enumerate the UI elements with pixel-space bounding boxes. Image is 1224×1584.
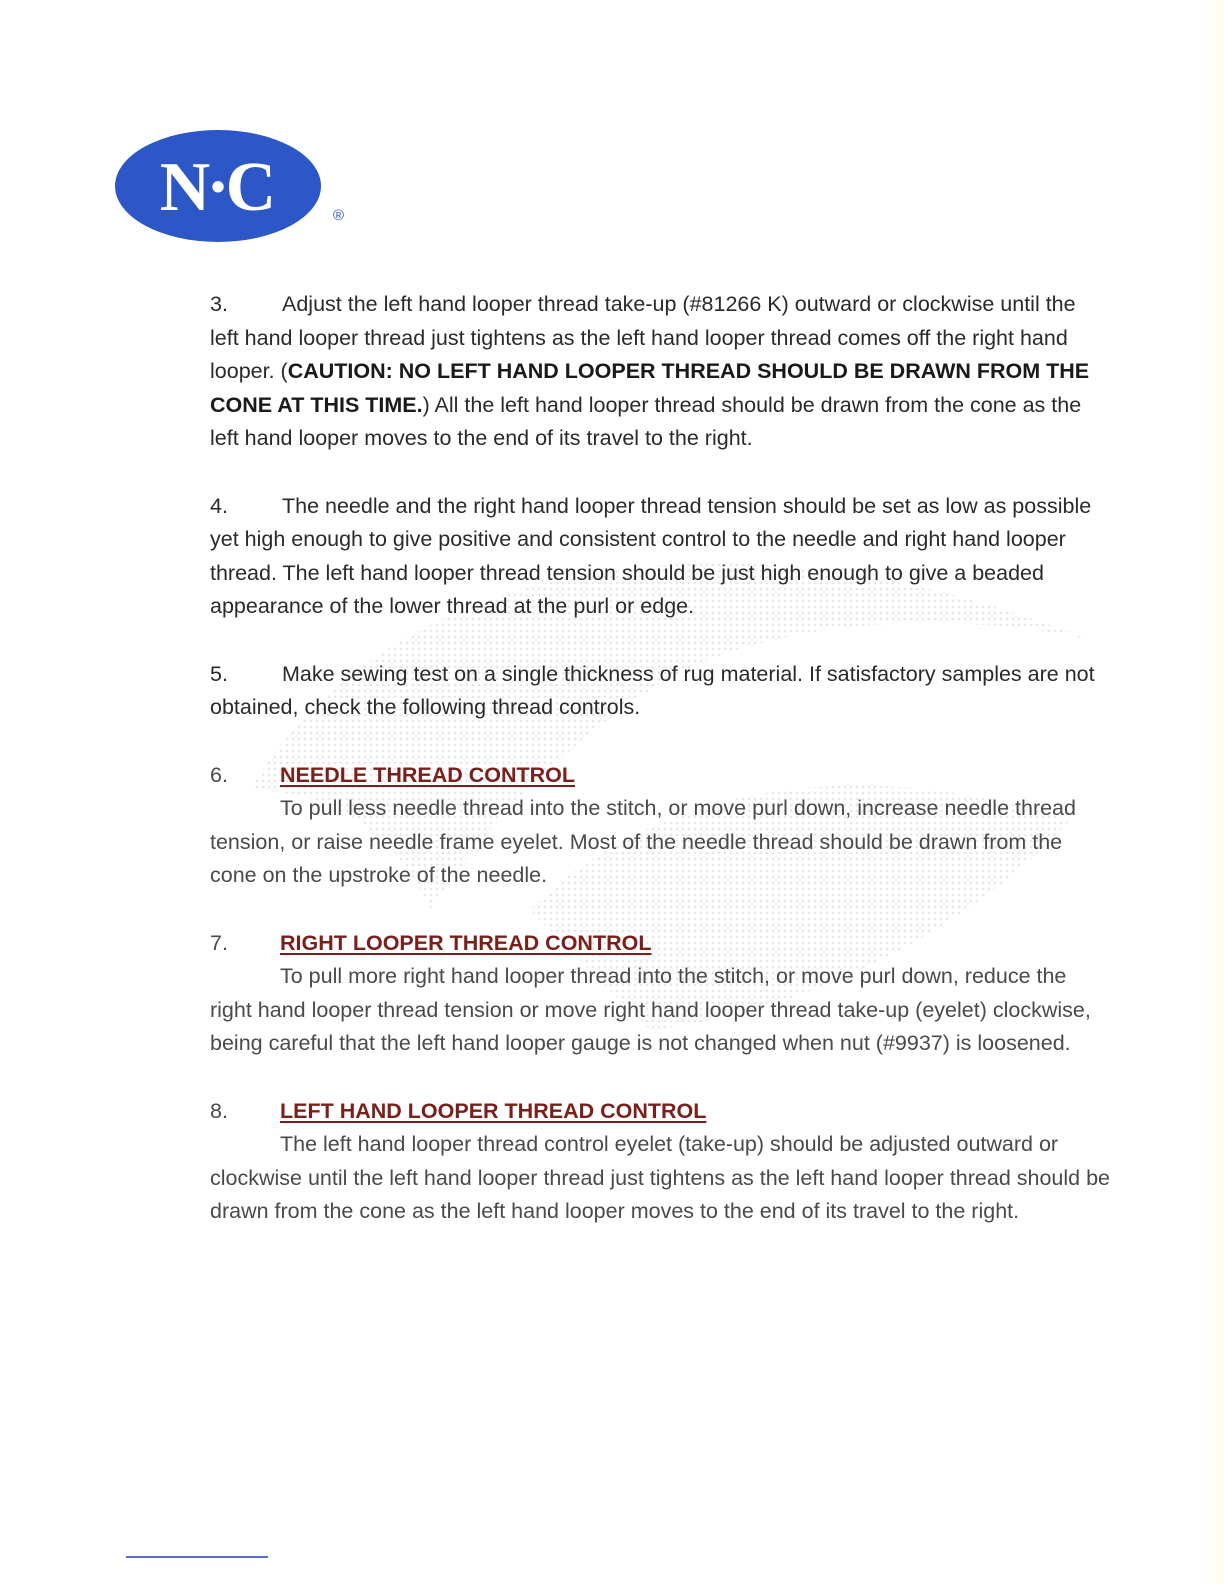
document-body: [210, 288, 1110, 1229]
company-logo: [113, 128, 353, 244]
section-8-text: The left hand looper thread control eyelet (take-up) should be adjusted outward or clockwise until the left hand looper thread just tightens as the left hand looper thread should be drawn from the cone as the left hand looper moves to the end of its travel to the right.: [210, 1132, 1110, 1223]
section-7-text: To pull more right hand looper thread into the stitch, or move purl down, reduce the right hand looper thread tension or move right hand looper thread take-up (eyelet) clockwise, being careful that the left hand looper gauge is not changed when nut (#9937) is loosened.: [210, 964, 1091, 1055]
section-number: 8.: [210, 1098, 228, 1123]
logo-text: N·C: [159, 149, 273, 226]
paragraph-text: Make sewing test on a single thickness of rug material. If satisfactory samples are not obtained, check the following thread controls.: [210, 661, 1095, 719]
section-6-heading-row: [210, 759, 1110, 793]
section-number: 6.: [210, 762, 228, 787]
caution-text: CAUTION: NO LEFT HAND LOOPER THREAD SHOULD BE DRAWN FROM THE CONE AT THIS TIME.: [210, 359, 1090, 417]
registered-mark: ®: [333, 207, 345, 224]
paragraph-number: 5.: [210, 661, 228, 686]
footer-rule: [126, 1556, 268, 1558]
paragraph-number: 3.: [210, 292, 228, 316]
section-heading: LEFT HAND LOOPER THREAD CONTROL: [280, 1098, 707, 1123]
paragraph-text: Adjust the left hand looper thread take-up (#81266 K) outward or clockwise until the left hand looper thread just tightens as the left hand looper thread comes off the right hand looper. (: [210, 292, 1076, 383]
section-6-text: To pull less needle thread into the stitch, or move purl down, increase needle thread tension, or raise needle frame eyelet. Most of the needle thread should be drawn from the cone on the upstroke of the needle.: [210, 796, 1076, 887]
paragraph-3: [210, 288, 1110, 456]
section-heading: RIGHT LOOPER THREAD CONTROL: [280, 930, 652, 955]
paragraph-text-continued: ) All the left hand looper thread should be drawn from the cone as the left hand looper moves to the end of its travel to the right.: [210, 392, 1082, 450]
section-number: 7.: [210, 930, 228, 955]
paragraph-5: [210, 658, 1110, 725]
section-7-heading-row: [210, 927, 1110, 961]
paragraph-4: [210, 490, 1110, 624]
paragraph-number: 4.: [210, 493, 228, 518]
section-8-heading-row: [210, 1095, 1110, 1129]
section-heading: NEEDLE THREAD CONTROL: [280, 762, 576, 787]
paragraph-text: The needle and the right hand looper thread tension should be set as low as possible yet high enough to give positive and consistent control to the needle and right hand looper thread. The left hand looper thread tension should be just high enough to give a beaded appearance of the lower thread at the purl or edge.: [210, 493, 1092, 618]
